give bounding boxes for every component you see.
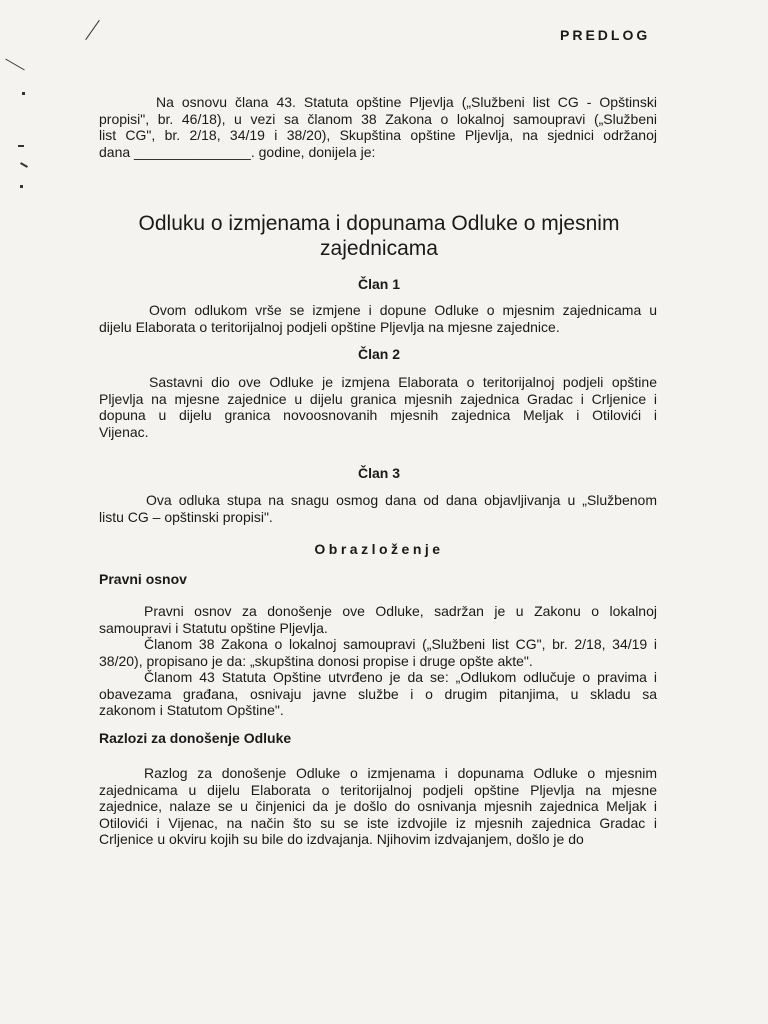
reasons-heading: Razlozi za donošenje Odluke (99, 730, 292, 746)
scan-mark (22, 92, 25, 95)
scan-mark (18, 145, 24, 147)
legal-basis-line: zakonom i Statutom Opštine". (99, 702, 284, 718)
date-blank: _______________ (134, 143, 251, 160)
scan-mark (20, 185, 23, 188)
preamble-line: Na osnovu člana 43. Statuta opštine Pljevlja („Službeni list CG - Opštinski (156, 94, 657, 110)
date-suffix: . godine, donijela je: (250, 143, 376, 160)
article-line: dopuna u dijelu granica novoosnovanih mjesnih zajednica Meljak i Otilovići i (99, 407, 657, 423)
reasons-body (99, 765, 657, 848)
article-heading: Član 1 (357, 276, 400, 292)
legal-basis-line: 38/20), propisano je da: „skupština donosi propise i druge opšte akte". (99, 652, 533, 669)
scan-mark (5, 59, 25, 71)
reasons-line: Otilovići i Vijenac, na način što su se iste izdvojile iz mjesnih zajednica Gradac i (99, 814, 657, 831)
scan-mark (85, 20, 100, 40)
article-line: listu CG – opštinski propisi". (99, 508, 273, 525)
document-title (99, 211, 659, 261)
article-heading: Član 2 (357, 346, 400, 362)
legal-basis-line: Članom 38 Zakona o lokalnoj samoupravi („Službeni list CG", br. 2/18, 34/19 i (144, 636, 657, 652)
article-body (99, 302, 657, 335)
reasons-line: zajednice, nalaze se u činjenici da je došlo do osnivanja mjesnih zajednica Meljak i (99, 798, 657, 814)
article-line: Ova odluka stupa na snagu osmog dana od dana objavljivanja u „Službenom (146, 492, 657, 508)
preamble-line: propisi", br. 46/18), u vezi sa članom 38 Zakona o lokalnoj samoupravi („Službeni (99, 110, 657, 127)
scan-mark (20, 162, 28, 168)
preamble-line: list CG", br. 2/18, 34/19 i 38/20), Skupština opštine Pljevlja, na sjednici održanoj (99, 127, 657, 143)
article-line: Sastavni dio ove Odluke je izmjena Elaborata o teritorijalnoj podjeli opštine (149, 374, 657, 390)
title-line: zajednicama (320, 237, 438, 260)
legal-basis-line: obavezama građana, osnivaju javne službe i o drugim pitanjima, u skladu sa (99, 685, 657, 702)
article-line: Vijenac. (99, 423, 149, 440)
reasons-line: Razlog za donošenje Odluke o izmjenama i dopunama Odluke o mjesnim (144, 765, 657, 781)
legal-basis-line: Pravni osnov za donošenje ove Odluke, sadržan je u Zakonu o lokalnoj (144, 603, 657, 619)
proposal-stamp: PREDLOG (560, 27, 651, 43)
title-line: Odluku o izmjenama i dopunama Odluke o mjesnim (138, 212, 620, 235)
article-body (99, 374, 657, 440)
preamble-date-line (99, 144, 657, 161)
article-line: Pljevlja na mjesne zajednice u dijelu granica mjesnih zajednica Gradac i Crljenice i (99, 390, 657, 407)
legal-basis-line: samoupravi i Statutu opštine Pljevlja. (99, 619, 328, 636)
reasons-line: zajednicama u dijelu Elaborata o teritorijalnoj podjeli opštine Pljevlja na mjesne (99, 781, 657, 798)
legal-basis-line: Članom 43 Statuta Opštine utvrđeno je da se: „Odlukom odlučuje o pravima i (144, 669, 657, 685)
explanation-heading: Obrazloženje (314, 541, 444, 557)
article-line: Ovom odlukom vrše se izmjene i dopune Odluke o mjesnim zajednicama u (149, 302, 657, 318)
legal-basis-body (99, 603, 657, 719)
date-prefix: dana (99, 143, 131, 160)
preamble (99, 94, 657, 160)
article-line: dijelu Elaborata o teritorijalnoj podjeli opštine Pljevlja na mjesne zajednice. (99, 318, 560, 335)
legal-basis-heading: Pravni osnov (99, 571, 187, 587)
reasons-line: Crljenice u okviru kojih su bile do izdvajanja. Njihovim izdvajanjem, došlo je do (99, 831, 584, 847)
article-heading: Član 3 (357, 465, 400, 481)
article-body (99, 492, 657, 525)
